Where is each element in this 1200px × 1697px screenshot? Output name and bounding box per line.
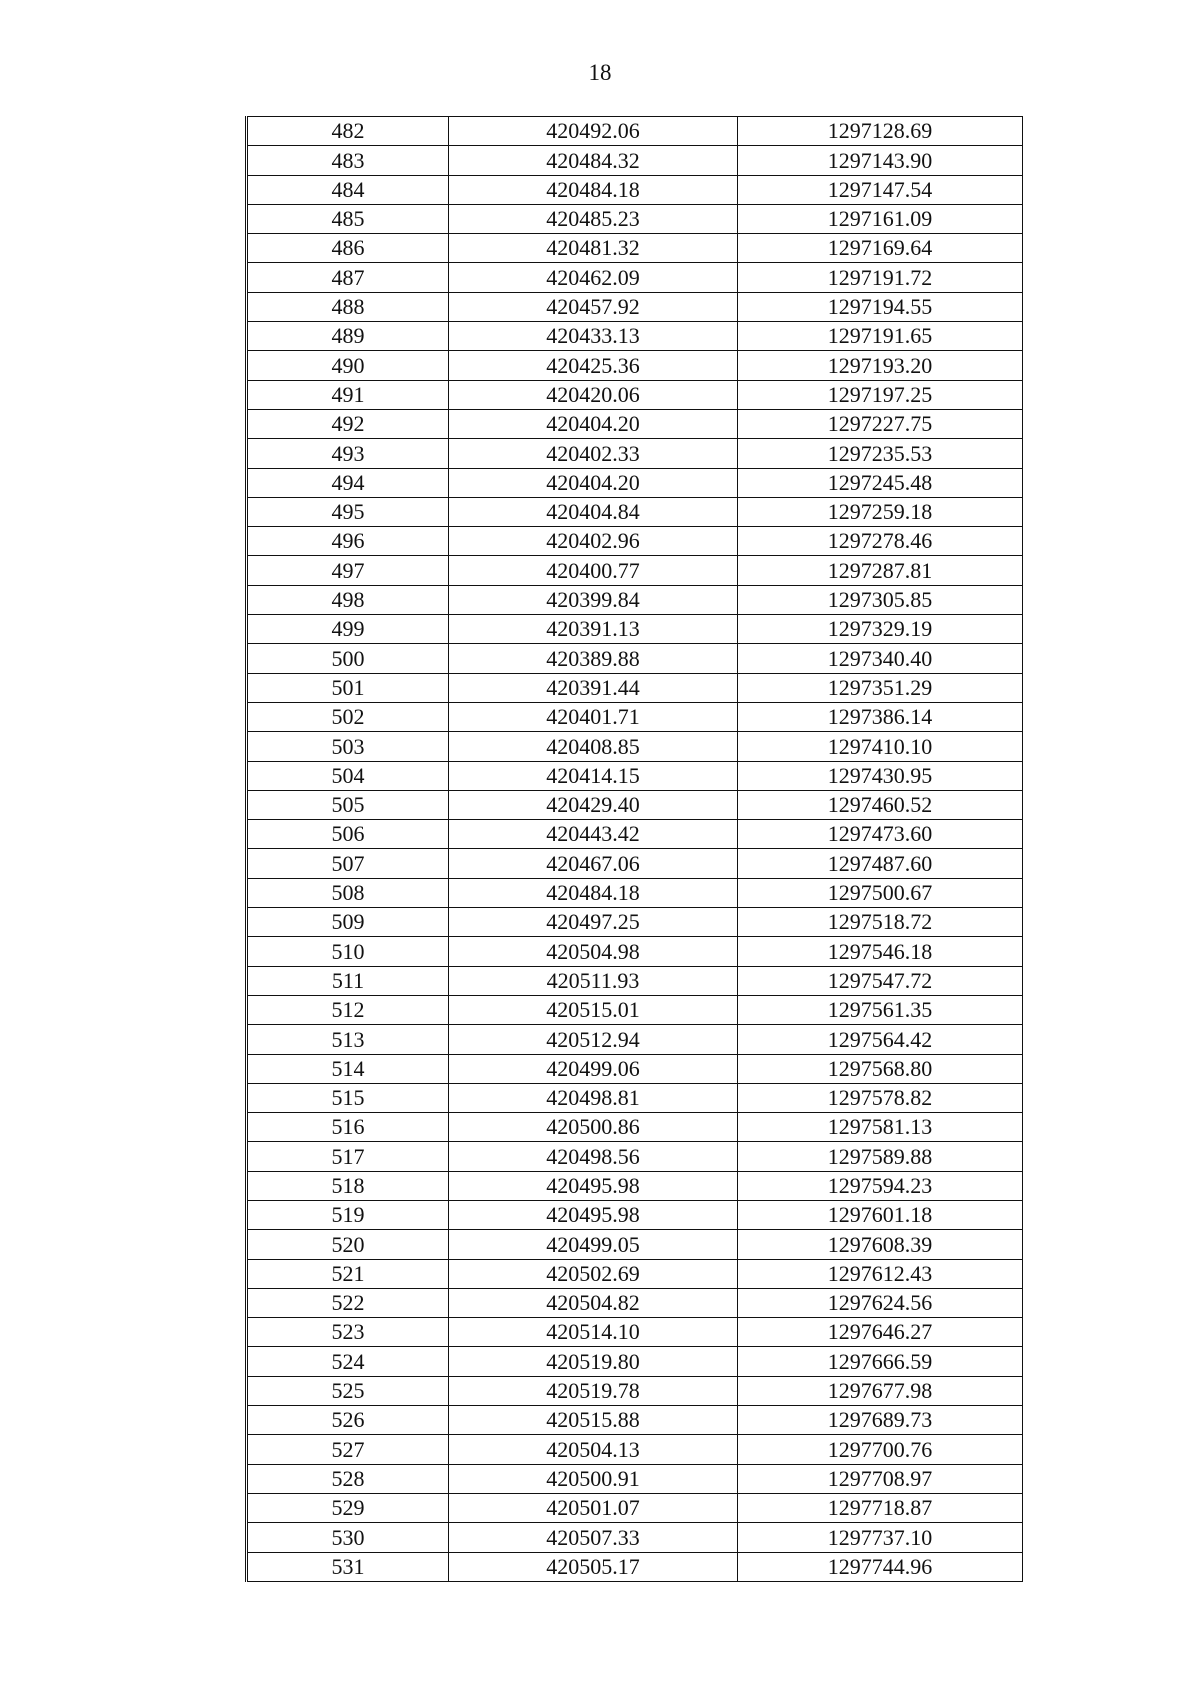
point-number-cell: 520: [247, 1230, 449, 1259]
point-number-cell: 516: [247, 1113, 449, 1142]
y-coordinate-cell: 1297547.72: [738, 966, 1023, 995]
x-coordinate-cell: 420420.06: [449, 380, 738, 409]
point-number-cell: 517: [247, 1142, 449, 1171]
x-coordinate-cell: 420515.88: [449, 1406, 738, 1435]
x-coordinate-cell: 420404.84: [449, 497, 738, 526]
y-coordinate-cell: 1297612.43: [738, 1259, 1023, 1288]
y-coordinate-cell: 1297128.69: [738, 117, 1023, 146]
point-number-cell: 522: [247, 1288, 449, 1317]
table-row: [247, 849, 1023, 878]
x-coordinate-cell: 420497.25: [449, 908, 738, 937]
table-row: [247, 351, 1023, 380]
x-coordinate-cell: 420484.18: [449, 175, 738, 204]
y-coordinate-cell: 1297245.48: [738, 468, 1023, 497]
y-coordinate-cell: 1297410.10: [738, 732, 1023, 761]
x-coordinate-cell: 420484.18: [449, 878, 738, 907]
y-coordinate-cell: 1297677.98: [738, 1376, 1023, 1405]
table-row: [247, 585, 1023, 614]
table-row: [247, 995, 1023, 1024]
point-number-cell: 503: [247, 732, 449, 761]
point-number-cell: 507: [247, 849, 449, 878]
y-coordinate-cell: 1297278.46: [738, 527, 1023, 556]
point-number-cell: 494: [247, 468, 449, 497]
x-coordinate-cell: 420492.06: [449, 117, 738, 146]
table-row: [247, 1230, 1023, 1259]
point-number-cell: 509: [247, 908, 449, 937]
x-coordinate-cell: 420481.32: [449, 234, 738, 263]
table-row: [247, 1435, 1023, 1464]
x-coordinate-cell: 420498.56: [449, 1142, 738, 1171]
x-coordinate-cell: 420404.20: [449, 468, 738, 497]
table-row: [247, 702, 1023, 731]
point-number-cell: 486: [247, 234, 449, 263]
table-row: [247, 1406, 1023, 1435]
point-number-cell: 513: [247, 1025, 449, 1054]
y-coordinate-cell: 1297564.42: [738, 1025, 1023, 1054]
y-coordinate-cell: 1297161.09: [738, 204, 1023, 233]
table-row: [247, 1054, 1023, 1083]
y-coordinate-cell: 1297194.55: [738, 292, 1023, 321]
table-row: [247, 497, 1023, 526]
table-row: [247, 1025, 1023, 1054]
point-number-cell: 492: [247, 409, 449, 438]
x-coordinate-cell: 420414.15: [449, 761, 738, 790]
table-row: [247, 1113, 1023, 1142]
y-coordinate-cell: 1297546.18: [738, 937, 1023, 966]
x-coordinate-cell: 420514.10: [449, 1318, 738, 1347]
y-coordinate-cell: 1297666.59: [738, 1347, 1023, 1376]
x-coordinate-cell: 420505.17: [449, 1552, 738, 1581]
point-number-cell: 505: [247, 790, 449, 819]
point-number-cell: 524: [247, 1347, 449, 1376]
point-number-cell: 497: [247, 556, 449, 585]
point-number-cell: 518: [247, 1171, 449, 1200]
table-row: [247, 937, 1023, 966]
point-number-cell: 491: [247, 380, 449, 409]
x-coordinate-cell: 420504.82: [449, 1288, 738, 1317]
table-row: [247, 1464, 1023, 1493]
point-number-cell: 489: [247, 322, 449, 351]
x-coordinate-cell: 420501.07: [449, 1493, 738, 1522]
point-number-cell: 506: [247, 820, 449, 849]
x-coordinate-cell: 420519.78: [449, 1376, 738, 1405]
table-row: [247, 468, 1023, 497]
table-row: [247, 234, 1023, 263]
table-row: [247, 380, 1023, 409]
point-number-cell: 488: [247, 292, 449, 321]
y-coordinate-cell: 1297197.25: [738, 380, 1023, 409]
y-coordinate-cell: 1297608.39: [738, 1230, 1023, 1259]
table-row: [247, 1083, 1023, 1112]
page-number: 18: [588, 60, 612, 85]
x-coordinate-cell: 420433.13: [449, 322, 738, 351]
y-coordinate-cell: 1297227.75: [738, 409, 1023, 438]
y-coordinate-cell: 1297589.88: [738, 1142, 1023, 1171]
point-number-cell: 514: [247, 1054, 449, 1083]
table-row: [247, 146, 1023, 175]
y-coordinate-cell: 1297235.53: [738, 439, 1023, 468]
point-number-cell: 493: [247, 439, 449, 468]
x-coordinate-cell: 420495.98: [449, 1200, 738, 1229]
table-row: [247, 673, 1023, 702]
x-coordinate-cell: 420391.13: [449, 615, 738, 644]
y-coordinate-cell: 1297487.60: [738, 849, 1023, 878]
coordinates-table-body: [247, 117, 1023, 1582]
x-coordinate-cell: 420401.71: [449, 702, 738, 731]
point-number-cell: 483: [247, 146, 449, 175]
x-coordinate-cell: 420498.81: [449, 1083, 738, 1112]
y-coordinate-cell: 1297191.72: [738, 263, 1023, 292]
y-coordinate-cell: 1297646.27: [738, 1318, 1023, 1347]
table-row: [247, 878, 1023, 907]
table-row: [247, 1376, 1023, 1405]
y-coordinate-cell: 1297460.52: [738, 790, 1023, 819]
y-coordinate-cell: 1297169.64: [738, 234, 1023, 263]
table-row: [247, 1288, 1023, 1317]
point-number-cell: 528: [247, 1464, 449, 1493]
y-coordinate-cell: 1297340.40: [738, 644, 1023, 673]
y-coordinate-cell: 1297430.95: [738, 761, 1023, 790]
y-coordinate-cell: 1297351.29: [738, 673, 1023, 702]
y-coordinate-cell: 1297305.85: [738, 585, 1023, 614]
y-coordinate-cell: 1297578.82: [738, 1083, 1023, 1112]
x-coordinate-cell: 420519.80: [449, 1347, 738, 1376]
x-coordinate-cell: 420389.88: [449, 644, 738, 673]
y-coordinate-cell: 1297259.18: [738, 497, 1023, 526]
point-number-cell: 484: [247, 175, 449, 204]
table-row: [247, 1493, 1023, 1522]
point-number-cell: 495: [247, 497, 449, 526]
table-row: [247, 761, 1023, 790]
table-row: [247, 732, 1023, 761]
point-number-cell: 519: [247, 1200, 449, 1229]
x-coordinate-cell: 420507.33: [449, 1523, 738, 1552]
x-coordinate-cell: 420500.91: [449, 1464, 738, 1493]
point-number-cell: 487: [247, 263, 449, 292]
x-coordinate-cell: 420457.92: [449, 292, 738, 321]
x-coordinate-cell: 420495.98: [449, 1171, 738, 1200]
y-coordinate-cell: 1297581.13: [738, 1113, 1023, 1142]
point-number-cell: 490: [247, 351, 449, 380]
point-number-cell: 526: [247, 1406, 449, 1435]
point-number-cell: 525: [247, 1376, 449, 1405]
x-coordinate-cell: 420462.09: [449, 263, 738, 292]
x-coordinate-cell: 420504.98: [449, 937, 738, 966]
point-number-cell: 515: [247, 1083, 449, 1112]
y-coordinate-cell: 1297329.19: [738, 615, 1023, 644]
table-row: [247, 409, 1023, 438]
x-coordinate-cell: 420499.05: [449, 1230, 738, 1259]
x-coordinate-cell: 420404.20: [449, 409, 738, 438]
table-row: [247, 908, 1023, 937]
point-number-cell: 521: [247, 1259, 449, 1288]
point-number-cell: 499: [247, 615, 449, 644]
point-number-cell: 500: [247, 644, 449, 673]
x-coordinate-cell: 420504.13: [449, 1435, 738, 1464]
table-row: [247, 644, 1023, 673]
y-coordinate-cell: 1297147.54: [738, 175, 1023, 204]
x-coordinate-cell: 420500.86: [449, 1113, 738, 1142]
y-coordinate-cell: 1297744.96: [738, 1552, 1023, 1581]
table-row: [247, 820, 1023, 849]
point-number-cell: 496: [247, 527, 449, 556]
point-number-cell: 531: [247, 1552, 449, 1581]
y-coordinate-cell: 1297561.35: [738, 995, 1023, 1024]
x-coordinate-cell: 420499.06: [449, 1054, 738, 1083]
table-row: [247, 1259, 1023, 1288]
y-coordinate-cell: 1297568.80: [738, 1054, 1023, 1083]
y-coordinate-cell: 1297518.72: [738, 908, 1023, 937]
y-coordinate-cell: 1297624.56: [738, 1288, 1023, 1317]
y-coordinate-cell: 1297473.60: [738, 820, 1023, 849]
x-coordinate-cell: 420425.36: [449, 351, 738, 380]
x-coordinate-cell: 420400.77: [449, 556, 738, 585]
table-row: [247, 322, 1023, 351]
point-number-cell: 502: [247, 702, 449, 731]
point-number-cell: 482: [247, 117, 449, 146]
y-coordinate-cell: 1297689.73: [738, 1406, 1023, 1435]
point-number-cell: 501: [247, 673, 449, 702]
x-coordinate-cell: 420511.93: [449, 966, 738, 995]
x-coordinate-cell: 420402.96: [449, 527, 738, 556]
table-row: [247, 439, 1023, 468]
y-coordinate-cell: 1297737.10: [738, 1523, 1023, 1552]
x-coordinate-cell: 420408.85: [449, 732, 738, 761]
table-row: [247, 117, 1023, 146]
y-coordinate-cell: 1297718.87: [738, 1493, 1023, 1522]
x-coordinate-cell: 420402.33: [449, 439, 738, 468]
x-coordinate-cell: 420484.32: [449, 146, 738, 175]
table-row: [247, 790, 1023, 819]
x-coordinate-cell: 420502.69: [449, 1259, 738, 1288]
x-coordinate-cell: 420391.44: [449, 673, 738, 702]
table-row: [247, 1347, 1023, 1376]
x-coordinate-cell: 420429.40: [449, 790, 738, 819]
point-number-cell: 485: [247, 204, 449, 233]
x-coordinate-cell: 420443.42: [449, 820, 738, 849]
table-row: [247, 292, 1023, 321]
point-number-cell: 504: [247, 761, 449, 790]
point-number-cell: 498: [247, 585, 449, 614]
table-row: [247, 1523, 1023, 1552]
y-coordinate-cell: 1297700.76: [738, 1435, 1023, 1464]
table-row: [247, 1171, 1023, 1200]
point-number-cell: 512: [247, 995, 449, 1024]
x-coordinate-cell: 420485.23: [449, 204, 738, 233]
point-number-cell: 508: [247, 878, 449, 907]
table-row: [247, 556, 1023, 585]
coordinates-table: [245, 116, 1023, 1582]
table-row: [247, 527, 1023, 556]
point-number-cell: 530: [247, 1523, 449, 1552]
y-coordinate-cell: 1297193.20: [738, 351, 1023, 380]
y-coordinate-cell: 1297601.18: [738, 1200, 1023, 1229]
x-coordinate-cell: 420512.94: [449, 1025, 738, 1054]
table-row: [247, 1318, 1023, 1347]
y-coordinate-cell: 1297191.65: [738, 322, 1023, 351]
table-row: [247, 204, 1023, 233]
table-row: [247, 175, 1023, 204]
y-coordinate-cell: 1297287.81: [738, 556, 1023, 585]
point-number-cell: 523: [247, 1318, 449, 1347]
x-coordinate-cell: 420467.06: [449, 849, 738, 878]
table-row: [247, 966, 1023, 995]
x-coordinate-cell: 420399.84: [449, 585, 738, 614]
y-coordinate-cell: 1297594.23: [738, 1171, 1023, 1200]
table-row: [247, 1142, 1023, 1171]
y-coordinate-cell: 1297386.14: [738, 702, 1023, 731]
point-number-cell: 527: [247, 1435, 449, 1464]
point-number-cell: 510: [247, 937, 449, 966]
point-number-cell: 529: [247, 1493, 449, 1522]
y-coordinate-cell: 1297500.67: [738, 878, 1023, 907]
table-row: [247, 263, 1023, 292]
table-row: [247, 1200, 1023, 1229]
y-coordinate-cell: 1297143.90: [738, 146, 1023, 175]
y-coordinate-cell: 1297708.97: [738, 1464, 1023, 1493]
x-coordinate-cell: 420515.01: [449, 995, 738, 1024]
point-number-cell: 511: [247, 966, 449, 995]
table-row: [247, 1552, 1023, 1581]
table-row: [247, 615, 1023, 644]
